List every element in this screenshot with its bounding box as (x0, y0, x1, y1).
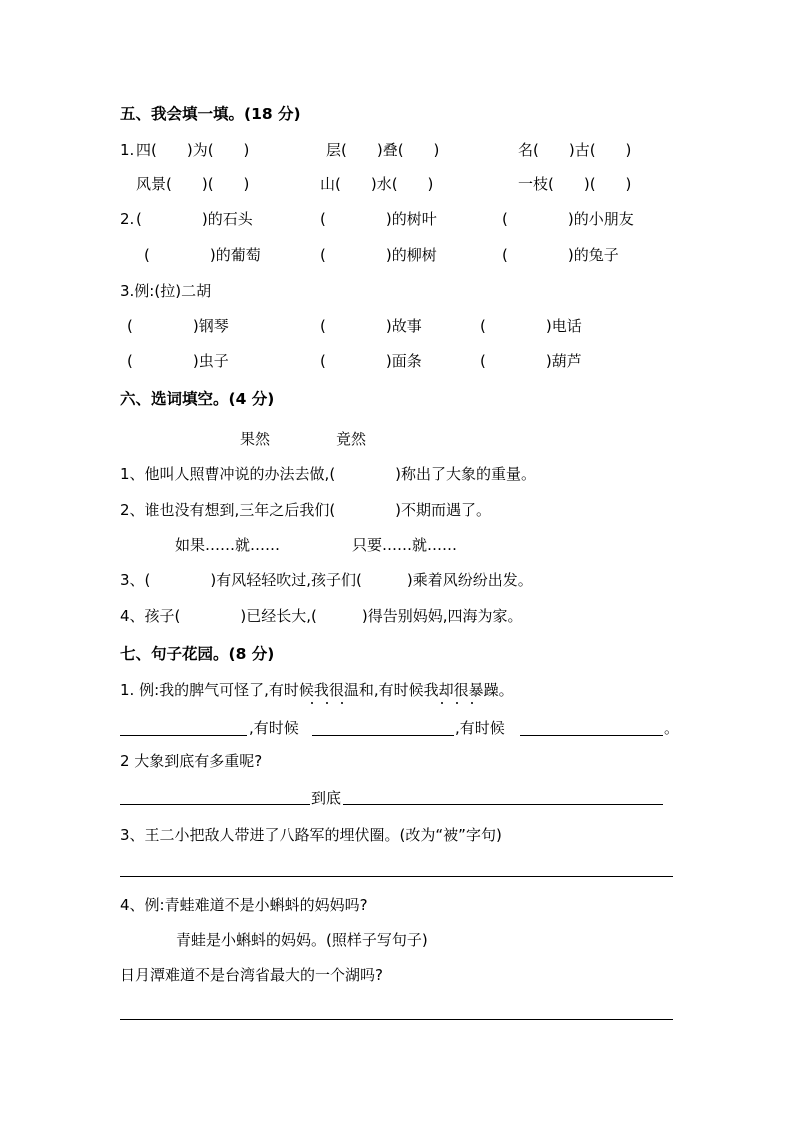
fill-item: ( )的葡萄 (144, 246, 261, 264)
fill-item: ( )故事 (320, 317, 422, 335)
connector-text: 到底 (311, 789, 342, 807)
example-sentence: 青蛙是小蝌蚪的妈妈。(照样子写句子) (176, 931, 428, 949)
question-line: 2 大象到底有多重呢? (120, 752, 263, 770)
answer-line[interactable] (120, 876, 673, 877)
connector-text: ,有时候 (249, 719, 299, 737)
word-option: 竟然 (336, 430, 367, 448)
question-line: 3、( )有风轻轻吹过,孩子们( )乘着风纷纷出发。 (120, 571, 533, 589)
answer-blank[interactable] (343, 804, 663, 805)
emphasis-dot (326, 702, 328, 704)
fill-item: 山( )水( ) (320, 175, 434, 193)
word-option: 只要……就…… (352, 536, 458, 554)
section-7-title: 七、句子花园。(8 分) (120, 645, 275, 663)
fill-item: ( )的小朋友 (502, 210, 634, 228)
question-line: 1、他叫人照曹冲说的办法去做,( )称出了大象的重量。 (120, 465, 537, 483)
answer-blank[interactable] (520, 735, 663, 736)
answer-blank[interactable] (120, 804, 310, 805)
fill-item: ( )的兔子 (502, 246, 619, 264)
fill-item: 层( )叠( ) (326, 141, 440, 159)
emphasis-dot (341, 702, 343, 704)
section-6-title: 六、选词填空。(4 分) (120, 390, 275, 408)
question-line: 4、孩子( )已经长大,( )得告别妈妈,四海为家。 (120, 607, 523, 625)
question-line: 3、王二小把敌人带进了八路军的埋伏圈。(改为“被”字句) (120, 826, 502, 844)
word-option: 果然 (240, 430, 271, 448)
answer-line[interactable] (120, 1019, 673, 1020)
q3-example: 3.例:(拉)二胡 (120, 282, 212, 300)
section-5-title: 五、我会填一填。(18 分) (120, 105, 301, 123)
emphasis-dot (311, 702, 313, 704)
fill-item: ( )虫子 (127, 352, 229, 370)
emphasis-dot (456, 702, 458, 704)
fill-item: ( )面条 (320, 352, 422, 370)
answer-blank[interactable] (312, 735, 454, 736)
emphasis-dot (441, 702, 443, 704)
emphasis-dot (471, 702, 473, 704)
sentence-end: 。 (664, 719, 680, 737)
example-sentence: 4、例:青蛙难道不是小蝌蚪的妈妈吗? (120, 896, 368, 914)
word-option: 如果……就…… (175, 536, 281, 554)
fill-item: ( )的石头 (136, 210, 253, 228)
fill-item: 风景( )( ) (136, 175, 250, 193)
example-sentence: 1. 例:我的脾气可怪了,有时候我很温和,有时候我却很暴躁。 (120, 681, 514, 699)
fill-item: ( )葫芦 (480, 352, 582, 370)
fill-item: ( )的树叶 (320, 210, 437, 228)
fill-item: 一枝( )( ) (518, 175, 632, 193)
answer-blank[interactable] (120, 735, 247, 736)
question-line: 2、谁也没有想到,三年之后我们( )不期而遇了。 (120, 501, 492, 519)
question-line: 日月潭难道不是台湾省最大的一个湖吗? (120, 966, 383, 984)
fill-item: ( )钢琴 (127, 317, 229, 335)
q2-label: 2. (120, 210, 135, 228)
connector-text: ,有时候 (455, 719, 505, 737)
q1-label: 1. (120, 141, 135, 159)
fill-item: ( )的柳树 (320, 246, 437, 264)
fill-item: 四( )为( ) (136, 141, 250, 159)
fill-item: 名( )古( ) (518, 141, 632, 159)
fill-item: ( )电话 (480, 317, 582, 335)
